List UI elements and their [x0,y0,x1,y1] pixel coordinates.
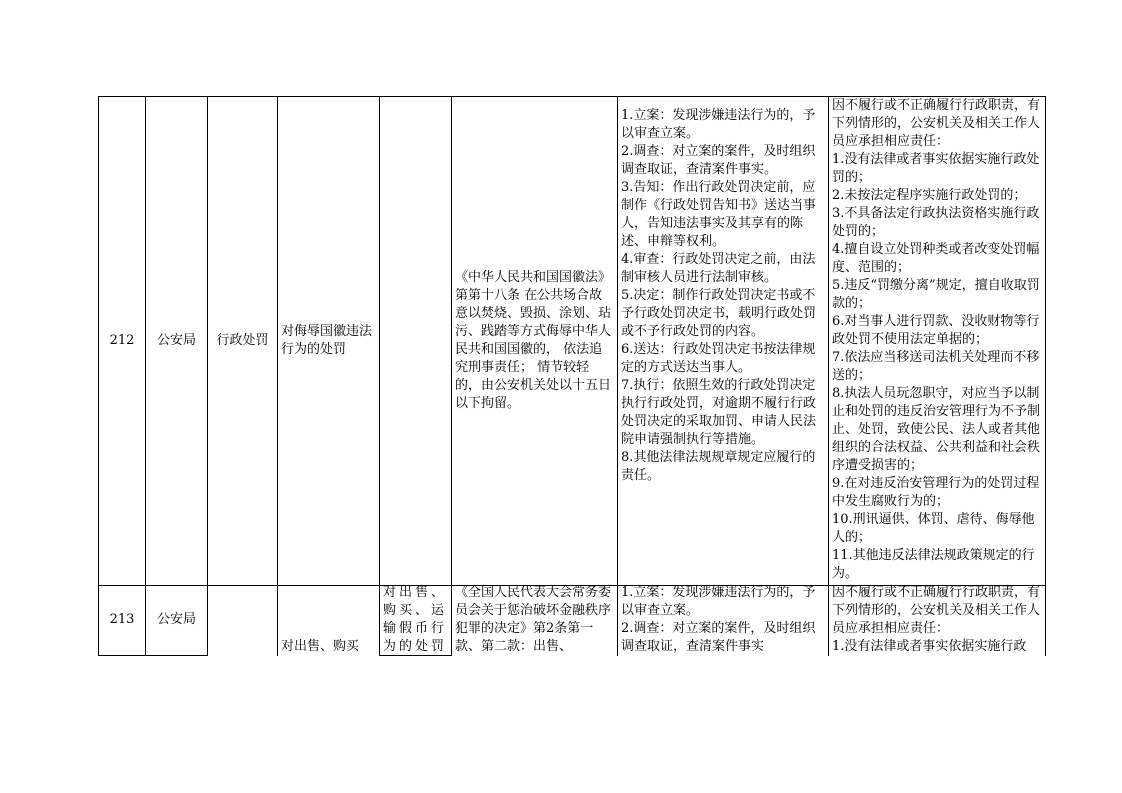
procedure-step: 6.送达：行政处罚决定书按法律规定的方式送达当事人。 [621,342,816,375]
responsibility-list [829,584,1045,656]
responsibility-item: 3.不具备法定行政执法资格实施行政处罚的； [832,206,1040,239]
sub-item: 对出售、购买、运输假币行为的处罚 [383,585,448,654]
row-number-cell [98,97,145,585]
procedure-cell [617,97,828,585]
power-type-cell [207,97,277,585]
department: 公安局 [156,612,196,627]
row-number-cell [98,584,145,656]
power-type-cell [207,584,277,656]
row-divider [98,655,207,656]
sub-item-cell [379,97,451,585]
row-divider [379,655,451,656]
responsibility-item: 9.在对违反治安管理行为的处罚过程中发生腐败行为的； [832,476,1040,509]
responsibility-list [829,97,1045,583]
department: 公安局 [156,333,196,348]
legal-basis-cell [451,584,617,656]
responsibility-item: 5.违反“罚缴分离”规定，擅自收取罚款的； [832,278,1040,311]
sub-item-cell [379,584,451,656]
responsibility-item: 11.其他违反法律法规政策规定的行为。 [832,548,1035,581]
procedure-step: 1.立案：发现涉嫌违法行为的，予以审查立案。 [621,585,816,618]
procedure-list [618,107,828,485]
procedure-step: 8.其他法律法规规章规定应履行的责任。 [621,450,816,483]
responsibility-item: 因不履行或不正确履行行政职责，有下列情形的，公安机关及相关工作人员应承担相应责任： [832,585,1041,636]
procedure-step: 1.立案：发现涉嫌违法行为的，予以审查立案。 [621,108,816,141]
responsibility-item: 7.依法应当移送司法机关处理而不移送的； [832,350,1040,383]
item-name-cell [277,584,379,656]
responsibility-item: 2.未按法定程序实施行政处罚的； [832,188,1027,203]
legal-basis-cell [451,97,617,585]
responsibility-item: 10.刑讯逼供、体罚、虐待、侮辱他人的； [832,512,1035,545]
power-type: 行政处罚 [216,333,269,348]
procedure-cell [617,584,828,656]
row-number: 212 [109,333,135,348]
responsibility-item: 4.擅自设立处罚种类或者改变处罚幅度、范围的； [832,242,1040,275]
responsibility-item: 6.对当事人进行罚款、没收财物等行政处罚不使用法定单据的； [832,314,1040,347]
procedure-list [618,584,828,656]
department-cell [145,584,207,656]
responsibility-cell [828,97,1046,585]
legal-basis: 《全国人民代表大会常务委员会关于惩治破坏金融秩序犯罪的决定》第2条第一款、第二款：出售、 [455,585,612,654]
item-name: 对侮辱国徽违法行为的处罚 [281,324,373,357]
procedure-step: 2.调查：对立案的案件，及时组织调查取证，查清案件事实 [621,621,816,654]
table-row [98,584,1046,656]
department-cell [145,97,207,585]
responsibility-item: 8.执法人员玩忽职守，对应当予以制止和处罚的违反治安管理行为不予制止、处罚，致使公民、法人或者其他组织的合法权益、公共利益和社会秩序遭受损害的； [832,386,1041,473]
item-name-cell [277,97,379,585]
procedure-step: 3.告知：作出行政处罚决定前，应制作《行政处罚告知书》送达当事人，告知违法事实及其享有的陈述、申辩等权利。 [621,180,817,249]
responsibility-item: 1.没有法律或者事实依据实施行政处罚的； [832,152,1040,185]
responsibility-cell [828,584,1046,656]
row-number: 213 [109,612,135,627]
procedure-step: 5.决定：制作行政处罚决定书或不予行政处罚决定书，载明行政处罚或不予行政处罚的内容。 [621,288,817,339]
responsibility-item: 1.没有法律或者事实依据实施行政 [832,639,1027,654]
responsibility-item: 因不履行或不正确履行行政职责，有下列情形的，公安机关及相关工作人员应承担相应责任： [832,98,1041,149]
procedure-step: 7.执行：依照生效的行政处罚决定执行行政处罚，对逾期不履行行政处罚决定的采取加罚、申请人民法院申请强制执行等措施。 [621,378,817,447]
procedure-step: 2.调查：对立案的案件，及时组织调查取证，查清案件事实。 [621,144,816,177]
procedure-step: 4.审查：行政处罚决定之前，由法制审核人员进行法制审核。 [621,252,816,285]
table-row [98,96,1046,586]
item-name: 对出售、购买 [281,639,360,654]
legal-basis: 《中华人民共和国国徽法》第第十八条 在公共场合故意以焚烧、毁损、涂划、玷污、践踏等方式侮辱中华人民共和国国徽的， 依法追究刑事责任； 情节较轻的，由公安机关处以十五日以下拘留。 [455,270,612,411]
